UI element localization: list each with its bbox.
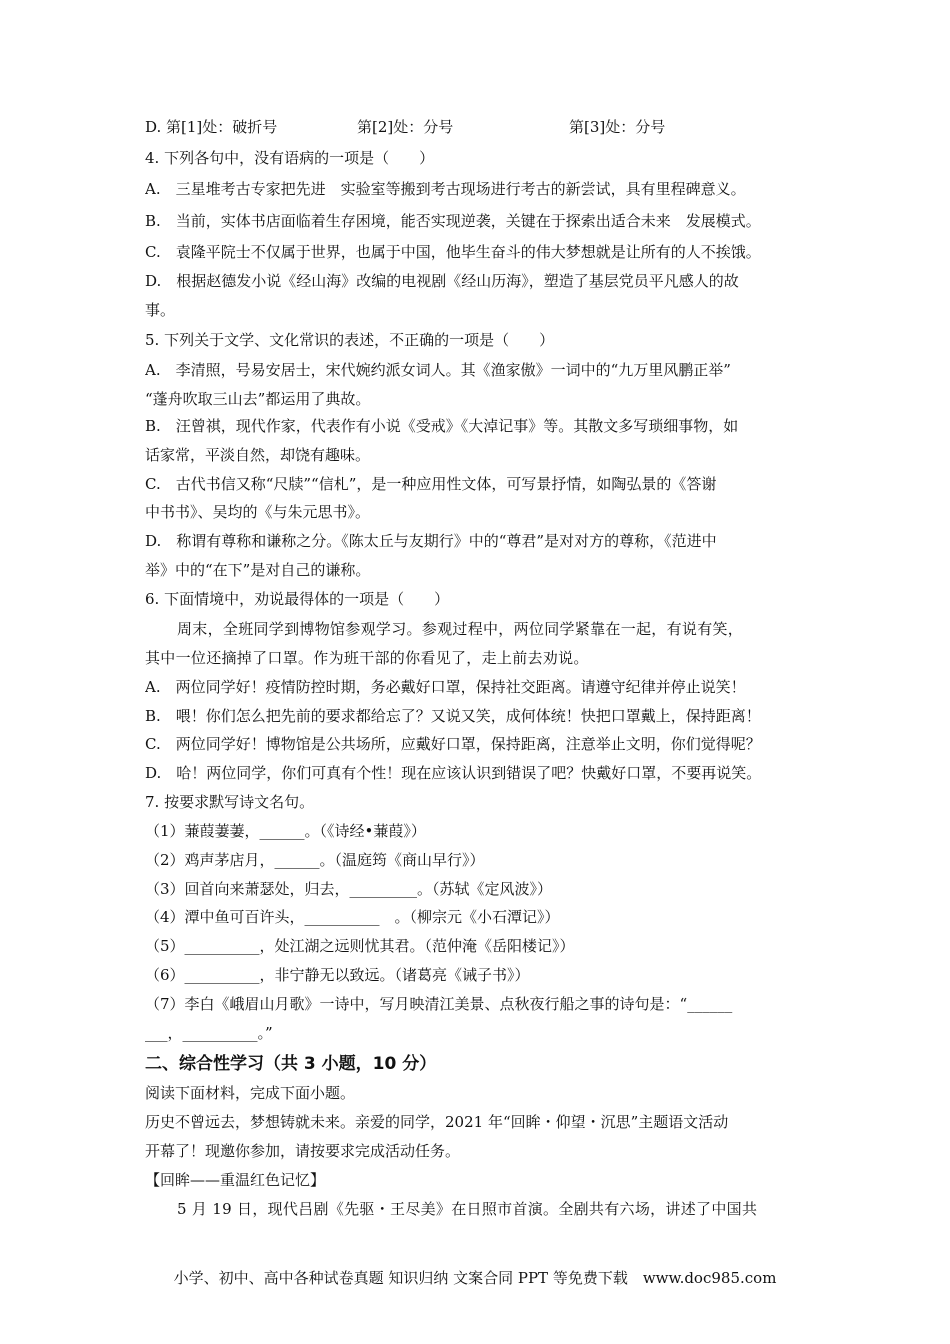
q5-stem: 5. 下列关于文学、文化常识的表述，不正确的一项是（ ） (145, 331, 555, 349)
q6-stem: 6. 下面情境中，劝说最得体的一项是（ ） (145, 590, 450, 608)
q3-option-d (145, 117, 815, 137)
q5-option-d-line2: 举》中的“在下”是对自己的谦称。 (145, 561, 371, 579)
q3-option-d-mid: 第[2]处：分号 (357, 118, 454, 136)
q5-option-a-line2: “蓬舟吹取三山去”都运用了典故。 (145, 390, 371, 408)
q4-option-a: A. 三星堆考古专家把先进 实验室等搬到考古现场进行考古的新尝试，具有里程碑意义。 (145, 180, 746, 198)
q7-item-3: （3）回首向来萧瑟处，归去，_________。（苏轼《定风波》） (145, 880, 553, 898)
q6-context-line1: 周末，全班同学到博物馆参观学习。参观过程中，两位同学紧靠在一起，有说有笑， (177, 620, 744, 638)
q7-item-5: （5）__________，处江湖之远则忧其君。（范仲淹《岳阳楼记》） (145, 937, 575, 955)
q7-item-1: （1）蒹葭萋萋，______。（《诗经•蒹葭》） (145, 822, 426, 840)
q5-option-c-line2: 中书书》、吴均的《与朱元思书》。 (145, 503, 371, 521)
q4-option-c: C. 袁隆平院士不仅属于世界，也属于中国，他毕生奋斗的伟大梦想就是让所有的人不挨饿。 (145, 243, 761, 261)
q4-stem: 4. 下列各句中，没有语病的一项是（ ） (145, 149, 435, 167)
q6-option-c: C. 两位同学好！博物馆是公共场所，应戴好口罩，保持距离，注意举止文明，你们觉得呢？ (145, 735, 761, 753)
q3-option-d-right: 第[3]处：分号 (569, 118, 666, 136)
q4-option-b: B. 当前，实体书店面临着生存困境，能否实现逆袭，关键在于探索出适合未来 发展模式。 (145, 212, 761, 230)
q7-stem: 7. 按要求默写诗文名句。 (145, 793, 315, 811)
section-2-subheading: 【回眸——重温红色记忆】 (145, 1171, 326, 1189)
q6-option-b: B. 喂！你们怎么把先前的要求都给忘了？又说又笑，成何体统！快把口罩戴上，保持距离！ (145, 707, 761, 725)
section-2-paragraph2: 5 月 19 日，现代吕剧《先驱・王尽美》在日照市首演。全剧共有六场，讲述了中国共 (177, 1200, 758, 1218)
section-2-paragraph1-line2: 开幕了！现邀你参加，请按要求完成活动任务。 (145, 1142, 461, 1160)
section-2-paragraph1-line1: 历史不曾远去，梦想铸就未来。亲爱的同学，2021 年“回眸・仰望・沉思”主题语文活动 (145, 1113, 729, 1131)
q5-option-d-line1: D. 称谓有尊称和谦称之分。《陈太丘与友期行》中的“尊君”是对对方的尊称，《范进中 (145, 532, 717, 550)
section-2-title: 二、综合性学习（共 3 小题，10 分） (145, 1054, 437, 1074)
q7-item-7-line2: ___，__________。” (145, 1024, 273, 1042)
q7-item-6: （6）__________，非宁静无以致远。（诸葛亮《诫子书》） (145, 966, 530, 984)
q4-option-d-line1: D. 根据赵德发小说《经山海》改编的电视剧《经山历海》，塑造了基层党员平凡感人的故 (145, 272, 739, 290)
q5-option-c-line1: C. 古代书信又称“尺牍”“信札”，是一种应用性文体，可写景抒情，如陶弘景的《答谢 (145, 475, 717, 493)
q4-option-d-line2: 事。 (145, 301, 176, 319)
q5-option-b-line1: B. 汪曾祺，现代作家，代表作有小说《受戒》《大淖记事》等。其散文多写琐细事物，如 (145, 417, 739, 435)
q7-item-2: （2）鸡声茅店月，______。（温庭筠《商山早行》） (145, 851, 485, 869)
q6-option-a: A. 两位同学好！疫情防控时期，务必戴好口罩，保持社交距离。请遵守纪律并停止说笑！ (145, 678, 746, 696)
q5-option-b-line2: 话家常，平淡自然，却饶有趣味。 (145, 446, 371, 464)
q6-option-d: D. 哈！两位同学，你们可真有个性！现在应该认识到错误了吧？快戴好口罩，不要再说笑。 (145, 764, 762, 782)
q7-item-7-line1: （7）李白《峨眉山月歌》一诗中，写月映清江美景、点秋夜行船之事的诗句是：“______ (145, 995, 733, 1013)
q5-option-a-line1: A. 李清照，号易安居士，宋代婉约派女词人。其《渔家傲》一词中的“九万里风鹏正举” (145, 361, 731, 379)
q7-item-4: （4）潭中鱼可百许头，__________ 。（柳宗元《小石潭记》） (145, 908, 560, 926)
q3-option-d-label: D. 第[1]处：破折号 (145, 118, 278, 136)
page-footer: 小学、初中、高中各种试卷真题 知识归纳 文案合同 PPT 等免费下载 www.doc985.com (173, 1269, 777, 1287)
q6-context-line2: 其中一位还摘掉了口罩。作为班干部的你看见了，走上前去劝说。 (145, 649, 589, 667)
section-2-intro: 阅读下面材料，完成下面小题。 (145, 1084, 356, 1102)
